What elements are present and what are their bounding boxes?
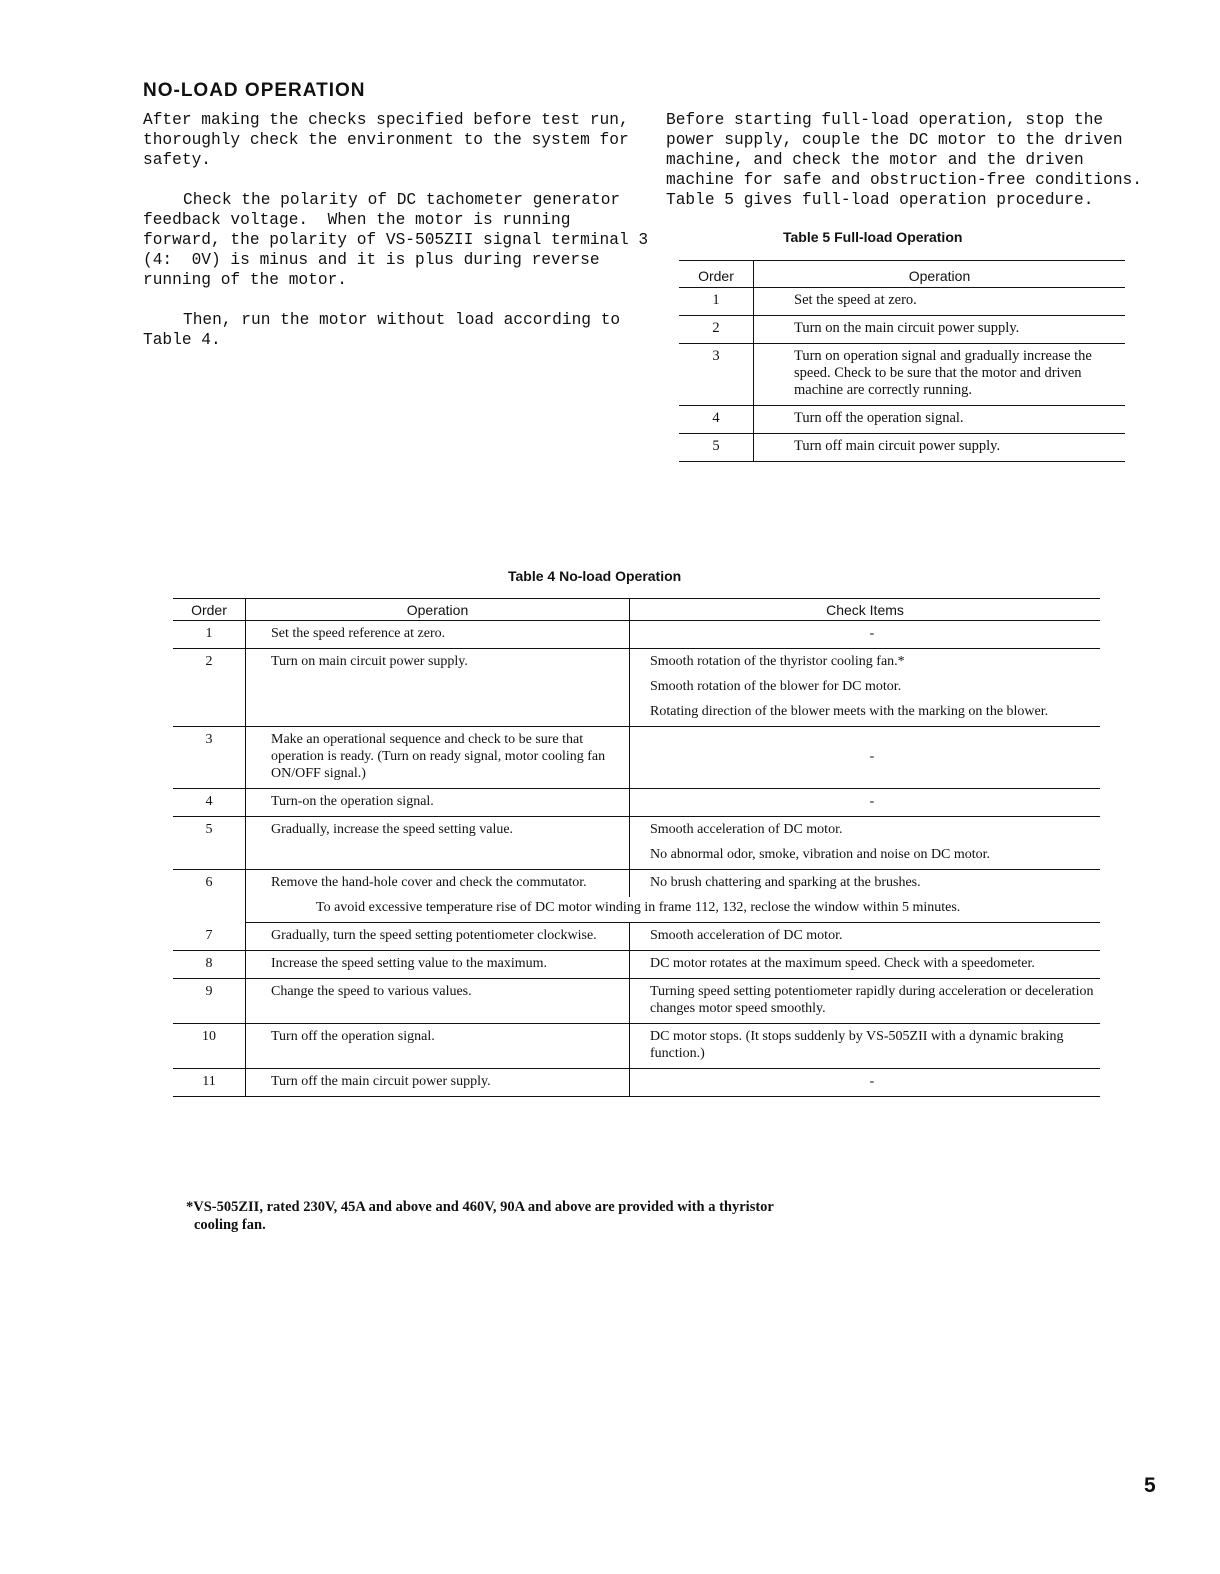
table5-full-load-operation xyxy=(679,260,1125,462)
check-item: Smooth rotation of the blower for DC motor. xyxy=(650,679,902,694)
polarity-paragraph: Check the polarity of DC tachometer generator feedback voltage. When the motor is running forward, the polarity of VS-505ZII signal terminal 3 (4: 0V) is minus and it is plus during reverse running of the motor. xyxy=(143,191,658,289)
run-paragraph: Then, run the motor without load according to Table 4. xyxy=(143,311,630,349)
table4-order-cell: 4 xyxy=(173,789,246,817)
table4-caption: Table 4 No-load Operation xyxy=(508,568,682,584)
table4-check-cell xyxy=(630,817,1101,870)
table-row xyxy=(679,316,1125,344)
table4-order-cell: 10 xyxy=(173,1024,246,1069)
table-row xyxy=(173,951,1100,979)
table4-operation-cell: Turn off the main circuit power supply. xyxy=(246,1069,630,1097)
table4-order-cell: 9 xyxy=(173,979,246,1024)
table-row xyxy=(679,434,1125,462)
table4-operation-cell: Turn off the operation signal. xyxy=(246,1024,630,1069)
footnote-line-2: cooling fan. xyxy=(194,1217,266,1233)
table4-header-order: Order xyxy=(173,599,246,621)
table4-operation-cell: Turn-on the operation signal. xyxy=(246,789,630,817)
check-item: Rotating direction of the blower meets with the marking on the blower. xyxy=(650,704,1049,719)
table-row xyxy=(173,817,1100,870)
table4-header-row xyxy=(173,599,1100,621)
left-column xyxy=(143,110,658,350)
table5-operation-cell: Turn off main circuit power supply. xyxy=(754,434,1126,462)
table-row xyxy=(173,923,1100,951)
table4-check-cell: DC motor stops. (It stops suddenly by VS-505ZII with a dynamic braking function.) xyxy=(630,1024,1101,1069)
table4-order-cell: 2 xyxy=(173,649,246,727)
table-row xyxy=(173,979,1100,1024)
table-row xyxy=(173,1024,1100,1069)
table-row xyxy=(173,870,1100,898)
table5-order-cell: 5 xyxy=(679,434,754,462)
table4-operation-cell: Set the speed reference at zero. xyxy=(246,621,630,649)
table4-operation-cell: Change the speed to various values. xyxy=(246,979,630,1024)
table5-order-cell: 4 xyxy=(679,406,754,434)
full-load-paragraph: Before starting full-load operation, stop the power supply, couple the DC motor to the driven machine, and check the motor and the driven machine for safe and obstruction-free conditions. Table 5 gives full-load operation procedure. xyxy=(666,111,1152,209)
table5-order-cell: 2 xyxy=(679,316,754,344)
table4-order-cell: 3 xyxy=(173,727,246,789)
table4-operation-cell: Remove the hand-hole cover and check the commutator. xyxy=(246,870,630,898)
table5-header-operation: Operation xyxy=(754,261,1126,288)
check-item: Smooth rotation of the thyristor cooling fan.* xyxy=(650,654,905,669)
table4-check-cell: - xyxy=(630,1069,1101,1097)
check-item: No abnormal odor, smoke, vibration and noise on DC motor. xyxy=(650,847,991,862)
footnote-line-1: *VS-505ZII, rated 230V, 45A and above and 460V, 90A and above are provided with a thyristor xyxy=(186,1199,774,1215)
table4-check-cell: Smooth acceleration of DC motor. xyxy=(630,923,1101,951)
table5-operation-cell: Turn on operation signal and gradually increase the speed. Check to be sure that the motor and driven machine are correctly running. xyxy=(754,344,1126,406)
table4-order-cell: 1 xyxy=(173,621,246,649)
check-item: Smooth acceleration of DC motor. xyxy=(650,822,843,837)
table5-header-row xyxy=(679,261,1125,288)
table5-order-cell: 1 xyxy=(679,288,754,316)
table4-header-check-items: Check Items xyxy=(630,599,1101,621)
page-number: 5 xyxy=(1144,1474,1156,1497)
table4-operation-cell: Increase the speed setting value to the maximum. xyxy=(246,951,630,979)
footnote xyxy=(186,1198,986,1234)
table5-caption: Table 5 Full-load Operation xyxy=(783,229,963,245)
table4-check-cell: Turning speed setting potentiometer rapidly during acceleration or deceleration changes motor speed smoothly. xyxy=(630,979,1101,1024)
table4-check-cell: No brush chattering and sparking at the brushes. xyxy=(650,875,921,890)
table4-no-load-operation xyxy=(173,598,1100,1097)
table4-check-cell: - xyxy=(630,789,1101,817)
section-heading: NO-LOAD OPERATION xyxy=(143,80,366,101)
table4-operation-cell: Turn on main circuit power supply. xyxy=(246,649,630,727)
table4-operation-cell: Make an operational sequence and check to be sure that operation is ready. (Turn on ready signal, motor cooling fan ON/OFF signal.) xyxy=(246,727,630,789)
table4-order-cell: 7 xyxy=(173,923,246,951)
table5-operation-cell: Turn off the operation signal. xyxy=(754,406,1126,434)
intro-paragraph: After making the checks specified before test run, thoroughly check the environment to the system for safety. xyxy=(143,111,639,169)
table-row xyxy=(679,406,1125,434)
table-row xyxy=(173,1069,1100,1097)
table4-check-cell xyxy=(630,649,1101,727)
table4-check-cell: - xyxy=(630,621,1101,649)
right-column xyxy=(666,110,1151,210)
table-row xyxy=(173,649,1100,727)
table-row xyxy=(173,789,1100,817)
table4-check-cell: DC motor rotates at the maximum speed. Check with a speedometer. xyxy=(630,951,1101,979)
table4-order-cell: 8 xyxy=(173,951,246,979)
table5-order-cell: 3 xyxy=(679,344,754,406)
table4-note-row xyxy=(173,897,1100,923)
table-row xyxy=(679,344,1125,406)
table4-operation-cell: Gradually, increase the speed setting value. xyxy=(246,817,630,870)
table5-operation-cell: Turn on the main circuit power supply. xyxy=(754,316,1126,344)
table4-order-cell: 5 xyxy=(173,817,246,870)
table-row xyxy=(173,727,1100,789)
table-row xyxy=(679,288,1125,316)
table4-note: To avoid excessive temperature rise of DC motor winding in frame 112, 132, reclose the window within 5 minutes. xyxy=(246,897,1101,923)
table5-operation-cell: Set the speed at zero. xyxy=(754,288,1126,316)
table-row xyxy=(173,621,1100,649)
table4-order-cell: 6 xyxy=(173,870,246,923)
table5-header-order: Order xyxy=(679,261,754,288)
table4-check-cell: - xyxy=(630,727,1101,789)
table4-header-operation: Operation xyxy=(246,599,630,621)
table4-order-cell: 11 xyxy=(173,1069,246,1097)
table4-operation-cell: Gradually, turn the speed setting potentiometer clockwise. xyxy=(246,923,630,951)
